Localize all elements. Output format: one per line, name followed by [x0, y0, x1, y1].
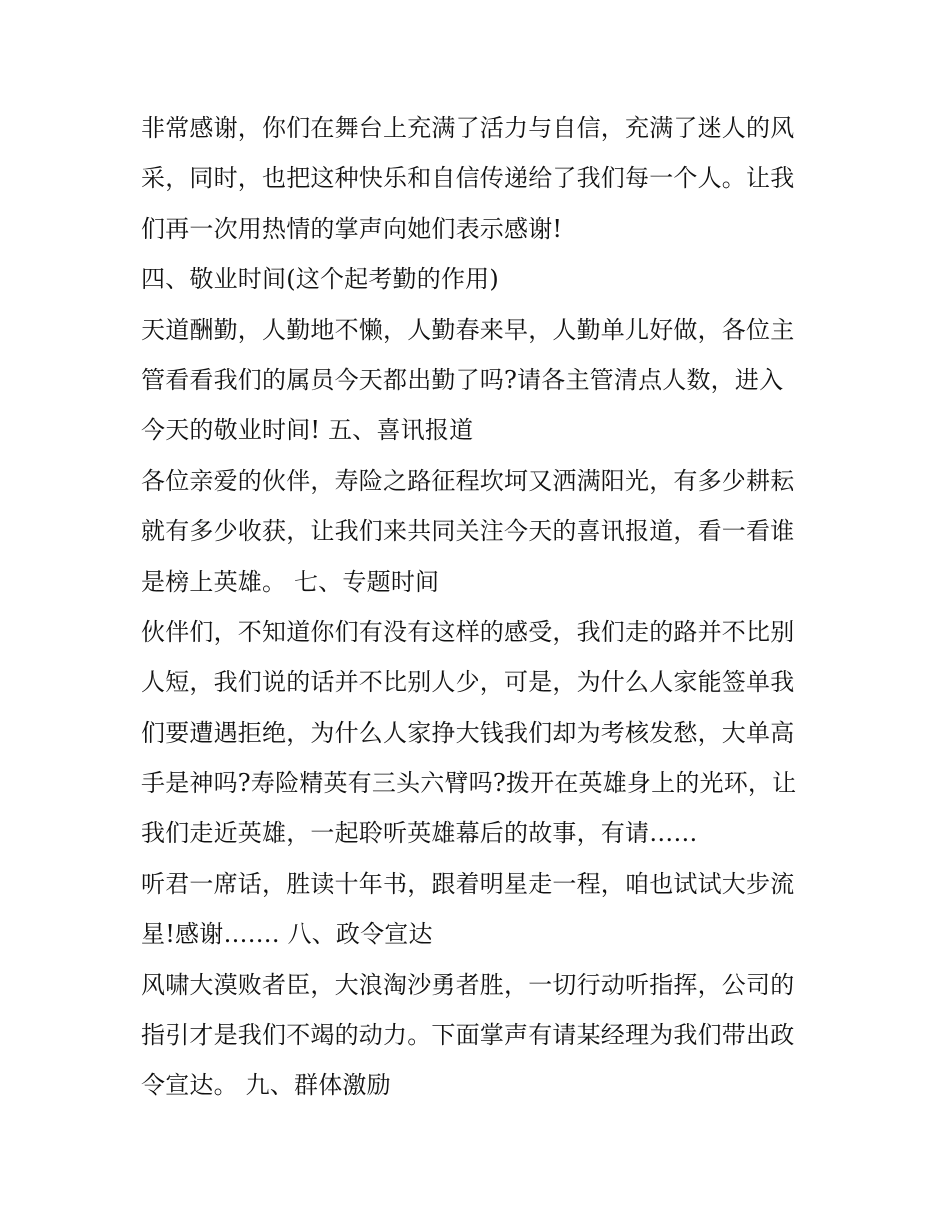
text-line: 今天的敬业时间! 五、喜讯报道 [141, 416, 474, 445]
text-line: 管看看我们的属员今天都出勤了吗?请各主管清点人数，进入 [141, 365, 784, 394]
text-line: 各位亲爱的伙伴，寿险之路征程坎坷又洒满阳光，有多少耕耘 [141, 466, 795, 495]
text-line: 风啸大漠败者臣，大浪淘沙勇者胜，一切行动听指挥，公司的 [141, 970, 795, 999]
text-line: 人短，我们说的话并不比别人少，可是，为什么人家能签单我 [141, 668, 795, 697]
text-line: 星!感谢……. 八、政令宣达 [141, 920, 433, 949]
text-line: 听君一席话，胜读十年书，跟着明星走一程，咱也试试大步流 [141, 869, 795, 898]
text-line: 非常感谢，你们在舞台上充满了活力与自信，充满了迷人的风 [141, 114, 795, 142]
text-line: 指引才是我们不竭的动力。下面掌声有请某经理为我们带出政 [141, 1021, 795, 1050]
text-line: 就有多少收获，让我们来共同关注今天的喜讯报道，看一看谁 [141, 517, 795, 546]
text-line: 们再一次用热情的掌声向她们表示感谢! [141, 214, 563, 243]
text-line: 天道酬勤，人勤地不懒，人勤春来早，人勤单儿好做，各位主 [141, 315, 795, 344]
text-line: 手是神吗?寿险精英有三头六臂吗?拨开在英雄身上的光环，让 [141, 769, 797, 798]
section-heading: 四、敬业时间(这个起考勤的作用) [141, 265, 499, 294]
text-line: 令宣达。 九、群体激励 [141, 1071, 391, 1100]
text-line: 是榜上英雄。 七、专题时间 [141, 567, 440, 596]
text-line: 们要遭遇拒绝，为什么人家挣大钱我们却为考核发愁，大单高 [141, 718, 795, 747]
text-line: 伙伴们，不知道你们有没有这样的感受，我们走的路并不比别 [141, 617, 795, 646]
text-line: 我们走近英雄，一起聆听英雄幕后的故事，有请…… [141, 819, 698, 848]
document-body [141, 103, 821, 1111]
text-line: 采，同时，也把这种快乐和自信传递给了我们每一个人。让我 [141, 164, 795, 193]
